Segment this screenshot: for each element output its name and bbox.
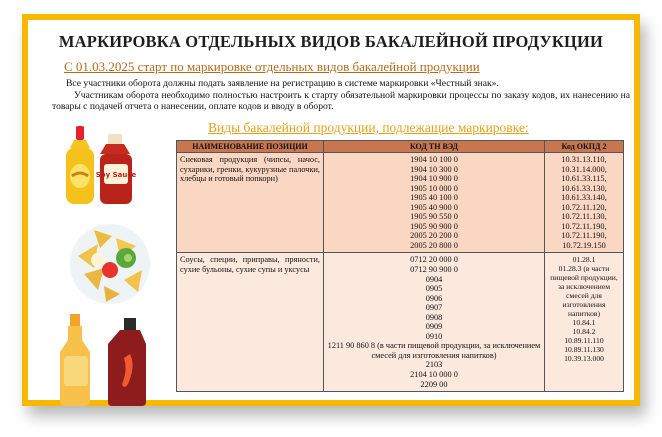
okpd-code: 10.31.14.000, — [561, 164, 607, 174]
okpd-code: 10.61.33.130, — [561, 183, 607, 193]
tnved-code: 0910 — [425, 331, 443, 341]
sauce-name: Соусы, специи, приправы, пряности, сухие бульоны, сухие супы и уксусы — [180, 255, 320, 275]
table-row — [177, 253, 624, 392]
okpd-code: 10.72.11.190, — [561, 231, 607, 241]
mustard-bottle-icon — [66, 126, 94, 204]
col-header-okpd: Код ОКПД 2 — [545, 141, 624, 153]
tnved-code: 1905 40 100 0 — [410, 193, 458, 203]
tnved-code: 2209 00 — [420, 379, 448, 389]
food-illustration — [54, 118, 166, 408]
table-header-row — [177, 141, 624, 153]
row-okpd — [545, 153, 624, 253]
tnved-code: 0908 — [425, 312, 443, 322]
tnved-code: 0906 — [425, 293, 443, 303]
tnved-code: 1905 40 900 0 — [410, 202, 458, 212]
okpd-code: 01.28.3 (в части пищевой продукции, за исключением смесей для изготовления напитков) — [550, 264, 618, 319]
soy-sauce-label: Soy Sauce — [95, 171, 137, 179]
table-row — [177, 153, 624, 253]
snack-name: Снековая продукция (чипсы, начос, сухарики, гренки, кукурузные палочки, хлебцы и готовый попкорн) — [180, 155, 320, 184]
col-header-tnved: КОД ТН ВЭД — [324, 141, 545, 153]
okpd-code: 01.28.1 — [572, 255, 596, 265]
product-table — [176, 140, 624, 392]
row-codes — [324, 153, 545, 253]
okpd-code: 10.89.11.110 — [564, 336, 604, 346]
tnved-code: 1904 10 900 0 — [410, 174, 458, 184]
paragraph-setup: Участникам оборота необходимо полностью настроить к старту обязательной маркировки процессы по заказу кодов, их нанесению на товары с подачей отчета о нанесении, оплате кодов и вводу в оборот. — [52, 90, 630, 112]
tnved-code: 2005 20 800 0 — [410, 240, 458, 250]
okpd-code: 10.39.13.000 — [564, 354, 604, 364]
tnved-code: 1905 90 550 0 — [410, 212, 458, 222]
row-codes — [324, 253, 545, 392]
tnved-code: 1905 90 900 0 — [410, 221, 458, 231]
row-name — [177, 153, 324, 253]
tnved-code: 2103 — [425, 360, 443, 370]
tnved-code: 1904 10 300 0 — [410, 164, 458, 174]
okpd-code: 10.72.19.150 — [562, 240, 606, 250]
tnved-code: 2005 20 200 0 — [410, 231, 458, 241]
tnved-code: 1905 10 000 0 — [410, 183, 458, 193]
oil-bottle-icon — [60, 314, 90, 406]
okpd-code: 10.84.2 — [572, 327, 596, 337]
tnved-code: 0909 — [425, 322, 443, 332]
okpd-code: 10.72.11.190, — [561, 221, 607, 231]
row-okpd — [545, 253, 624, 392]
tnved-code: 1904 10 100 0 — [410, 155, 458, 164]
tnved-code: 0712 90 900 0 — [410, 265, 458, 275]
tnved-code: 0907 — [425, 303, 443, 313]
tnved-code: 2104 10 000 0 — [410, 370, 458, 380]
okpd-code: 10.89.11.130 — [564, 345, 604, 355]
tnved-code: 1211 90 860 8 (в части пищевой продукции, за исключением смесей для изготовления напитков) — [327, 341, 541, 360]
chili-sauce-bottle-icon — [108, 318, 146, 406]
okpd-code: 10.84.1 — [572, 318, 596, 328]
soy-sauce-bottle-icon — [96, 134, 137, 204]
okpd-code: 10.31.13.110, — [561, 155, 607, 164]
tnved-code: 0712 20 000 0 — [410, 255, 458, 265]
row-name — [177, 253, 324, 392]
okpd-code: 10.61.33.115, — [561, 174, 607, 184]
section-heading: Виды бакалейной продукции, подлежащие маркировке: — [208, 120, 529, 135]
subtitle: С 01.03.2025 старт по маркировке отдельных видов бакалейной продукции — [64, 59, 480, 74]
page-title: МАРКИРОВКА ОТДЕЛЬНЫХ ВИДОВ БАКАЛЕЙНОЙ ПРОДУКЦИИ — [58, 32, 604, 51]
tnved-code: 0905 — [425, 284, 443, 294]
nachos-plate-icon — [70, 224, 150, 304]
paragraph-registration: Все участники оборота должны подать заявление на регистрацию в системе маркировки «Честный знак». — [66, 78, 499, 89]
tnved-code: 0904 — [425, 274, 443, 284]
info-card — [22, 14, 640, 406]
okpd-code: 10.61.33.140, — [561, 193, 607, 203]
okpd-code: 10.72.11.120, — [561, 202, 607, 212]
col-header-name: НАИМЕНОВАНИЕ ПОЗИЦИИ — [177, 141, 324, 153]
okpd-code: 10.72.11.130, — [561, 212, 607, 222]
